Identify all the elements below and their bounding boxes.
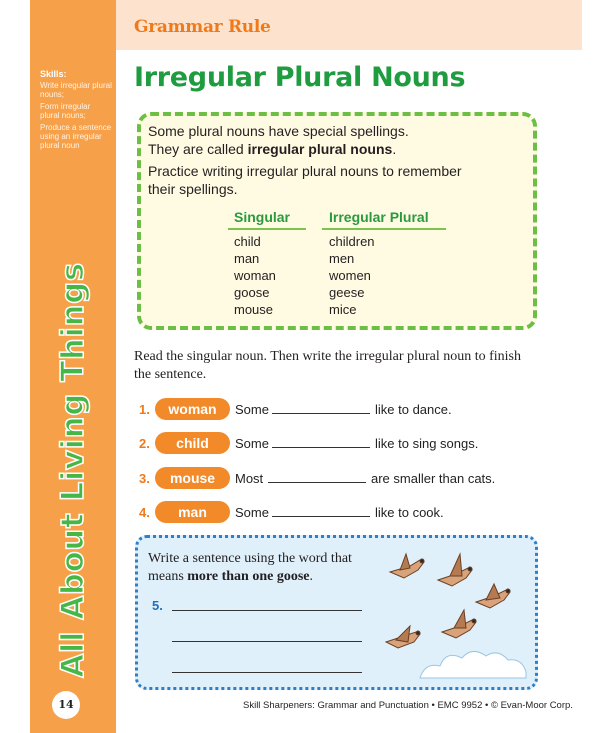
list-item: mouse [234,302,274,317]
exercise-number: 3. [139,471,150,486]
goose-icon [442,610,476,638]
list-item: woman [234,268,276,283]
list-item: mice [329,302,357,317]
word-pill: man [155,501,230,523]
answer-blank[interactable] [272,413,370,414]
list-item: man [234,251,260,266]
cloud-shape [420,651,526,678]
answer-blank[interactable] [268,482,366,483]
skill-item: Produce a sentence using an irregular plural noun [40,123,112,150]
answer-line[interactable] [172,641,362,642]
geese-illustration [380,550,530,680]
skills-title: Skills: [40,69,67,79]
rule-line-2-bold: irregular plural nouns [247,141,393,157]
singular-list [234,233,276,318]
plural-list [329,233,375,318]
list-item: women [329,268,371,283]
sentence-end: like to sing songs. [375,436,479,451]
answer-line[interactable] [172,672,362,673]
unit-title: All About Living Things [55,262,91,678]
goose-icon [386,626,420,648]
sentence-start: Most [235,471,264,486]
word-pill: child [155,432,230,454]
answer-blank[interactable] [272,447,370,448]
header-label: Grammar Rule [134,17,271,37]
rule-line-2-suffix: . [392,141,397,157]
rule-line-2 [148,140,528,158]
skills-panel [40,70,112,153]
sentence-start: Some [235,505,269,520]
answer-blank[interactable] [272,516,370,517]
sentence-start: Some [235,436,269,451]
exercise-number: 1. [139,402,150,417]
list-item: children [329,234,375,249]
goose-icon [438,554,472,586]
writing-prompt-prefix: means [148,569,188,584]
rule-line-3: Practice writing irregular plural nouns to remember their spellings. [148,163,462,197]
rule-line-2-prefix: They are called [148,141,248,157]
sentence-end: like to cook. [375,505,444,520]
rule-line-1: Some plural nouns have special spellings. [148,123,409,139]
instructions: Read the singular noun. Then write the irregular plural noun to finish the sentence. [134,349,521,382]
writing-prompt-line-2 [148,568,388,586]
word-pill: woman [155,398,230,420]
goose-icon [390,554,424,578]
column-underline [322,228,446,230]
column-header-singular: Singular [234,209,291,225]
writing-prompt-suffix: . [309,569,313,584]
skill-item: Form irregular plural nouns; [40,102,91,120]
column-header-plural: Irregular Plural [329,209,429,225]
answer-line[interactable] [172,610,362,611]
writing-prompt-bold: more than one goose [187,569,310,584]
exercise-number: 2. [139,436,150,451]
column-underline [228,228,306,230]
page-title: Irregular Plural Nouns [134,62,466,93]
exercise-number: 4. [139,505,150,520]
list-item: geese [329,285,365,300]
writing-prompt-line-1: Write a sentence using the word that [148,551,352,566]
list-item: child [234,234,261,249]
sentence-end: like to dance. [375,402,452,417]
exercise-number: 5. [152,598,163,613]
sentence-end: are smaller than cats. [371,471,496,486]
word-pill: mouse [155,467,230,489]
list-item: goose [234,285,270,300]
sentence-start: Some [235,402,269,417]
page-number: 14 [52,691,80,719]
footer-credit: Skill Sharpeners: Grammar and Punctuation • EMC 9952 • © Evan-Moor Corp. [243,700,573,711]
goose-icon [476,584,510,608]
writing-prompt [148,550,388,586]
list-item: men [329,251,355,266]
skill-item: Write irregular plural nouns; [40,81,112,99]
